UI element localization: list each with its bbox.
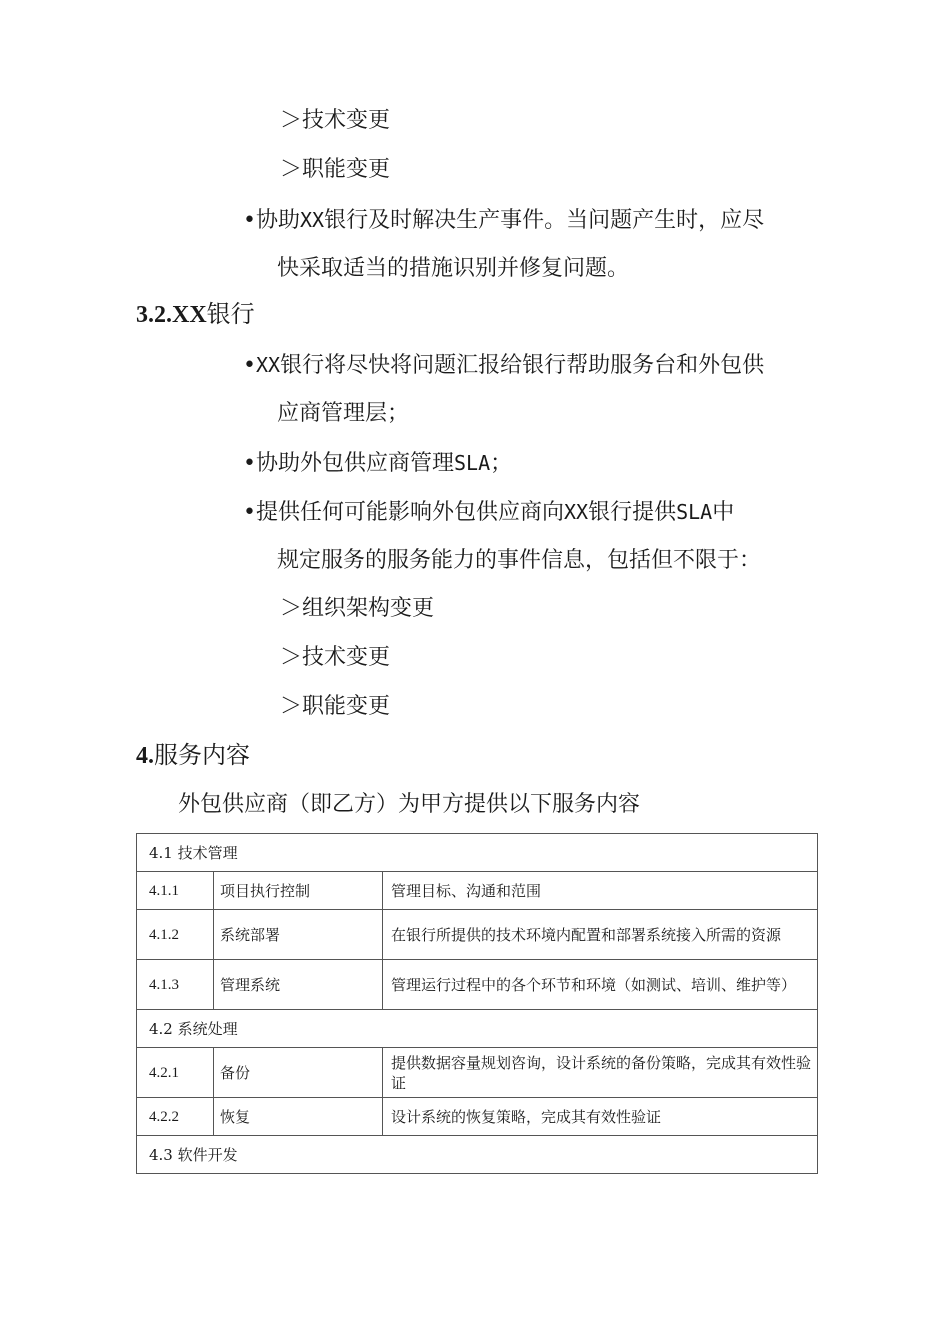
item-name: 管理系统 (214, 960, 383, 1010)
table-row (137, 872, 818, 910)
section-cell: 4.1 技术管理 (137, 834, 818, 872)
text-fragment: • (243, 353, 256, 378)
bullet-provide-info-cont: 规定服务的服务能力的事件信息，包括但不限于： (277, 548, 762, 573)
item-code: 4.1.3 (137, 960, 214, 1010)
item-code: 4.2.2 (137, 1098, 214, 1136)
heading-number: 3.2.XX (136, 302, 207, 328)
text-fragment: XX (255, 353, 281, 377)
text-fragment: XX (299, 208, 325, 232)
text-fragment: ； (490, 451, 513, 476)
section-heading-4 (136, 739, 250, 772)
bullet-assist-sla (243, 448, 512, 479)
item-name: 项目执行控制 (214, 872, 383, 910)
table-section-row (137, 1010, 818, 1048)
table-section-row (137, 834, 818, 872)
table-section-row (137, 1136, 818, 1174)
item-description: 提供数据容量规划咨询，设计系统的备份策略，完成其有效性验证 (383, 1048, 818, 1098)
item-code: 4.2.1 (137, 1048, 214, 1098)
bullet-report-issue (243, 350, 764, 381)
heading-text: 服务内容 (154, 741, 250, 769)
table-row (137, 960, 818, 1010)
section-heading-3-2 (136, 298, 255, 331)
table-row (137, 1048, 818, 1098)
text-fragment: •协助外包供应商管理 (243, 451, 454, 476)
text-fragment: •协助 (243, 208, 300, 233)
list-item-tech-change: ＞技术变更 (280, 108, 391, 133)
bullet-report-issue-cont: 应商管理层； (277, 401, 410, 426)
item-name: 备份 (214, 1048, 383, 1098)
item-code: 4.1.1 (137, 872, 214, 910)
table-row (137, 910, 818, 960)
table-row (137, 1098, 818, 1136)
item-description: 管理运行过程中的各个环节和环境（如测试、培训、维护等） (383, 960, 818, 1010)
item-name: 恢复 (214, 1098, 383, 1136)
section-cell: 4.2 系统处理 (137, 1010, 818, 1048)
section-cell: 4.3 软件开发 (137, 1136, 818, 1174)
text-fragment: XX (563, 500, 589, 524)
item-description: 设计系统的恢复策略，完成其有效性验证 (383, 1098, 818, 1136)
list-item-function-change: ＞职能变更 (280, 157, 391, 182)
bullet-assist-resolve-cont: 快采取适当的措施识别并修复问题。 (277, 256, 630, 281)
intro-paragraph: 外包供应商（即乙方）为甲方提供以下服务内容 (178, 792, 641, 817)
bullet-provide-info (243, 497, 734, 528)
item-description: 在银行所提供的技术环境内配置和部署系统接入所需的资源 (383, 910, 818, 960)
item-code: 4.1.2 (137, 910, 214, 960)
text-fragment: 银行将尽快将问题汇报给银行帮助服务台和外包供 (280, 353, 765, 378)
item-description: 管理目标、沟通和范围 (383, 872, 818, 910)
service-content-table (136, 833, 818, 1174)
text-fragment: 银行及时解决生产事件。当问题产生时，应尽 (324, 208, 765, 233)
text-fragment: 中 (712, 500, 735, 525)
text-fragment: SLA (453, 451, 491, 475)
heading-text: 银行 (206, 300, 255, 328)
item-name: 系统部署 (214, 910, 383, 960)
list-item-function-change-2: ＞职能变更 (280, 694, 391, 719)
text-fragment: •提供任何可能影响外包供应商向 (243, 500, 564, 525)
list-item-tech-change-2: ＞技术变更 (280, 645, 391, 670)
heading-number: 4. (136, 743, 154, 769)
bullet-assist-resolve (243, 205, 764, 236)
text-fragment: SLA (676, 500, 713, 524)
list-item-org-change: ＞组织架构变更 (280, 596, 435, 621)
text-fragment: 银行提供 (588, 500, 677, 525)
